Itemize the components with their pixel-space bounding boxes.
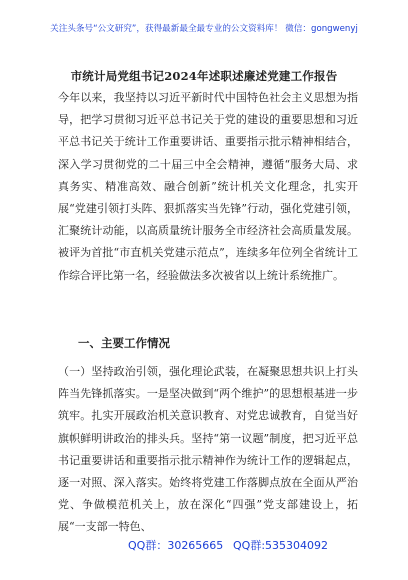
footer-qq-group-left: QQ群：30265665 [128,539,224,552]
section-heading: 一、主要工作情况 [78,336,170,350]
section-paragraph: （一）坚持政治引领，强化理论武装，在凝聚思想共识上打头阵当先锋抓落实。一是坚决做到“两个维护”的思想根基进一步筑牢。扎实开展政治机关意识教育、对党忠诚教育，自觉当好旗帜鲜明讲政治的排头兵。坚持“第一议题”制度，把习近平总书记重要讲话和重要指示批示精神作为统计工作的逻辑起点，逐一对照、深入落实。始终将党建工作落脚点放在全面从严治党、争做模范机关上，放在深化“四强”党支部建设上，拓展“一支部一特色、 [58,365,358,534]
footer-qq-group-right: QQ群:535304092 [233,539,329,552]
document-title: 市统计局党组书记2024年述职述廉述党建工作报告 [70,69,338,83]
intro-paragraph: 今年以来，我坚持以习近平新时代中国特色社会主义思想为指导，把学习贯彻习近平总书记关于党的建设的重要思想和习近平总书记关于统计工作重要讲话、重要指示批示精神相结合，深入学习贯彻党的二十届三中全会精神，遵循“服务大局、求真务实、精准高效、融合创新”统计机关文化理念，扎实开展“党建引领打头阵、狠抓落实当先锋”行动，强化党建引领，汇聚统计动能，以高质量统计服务全市经济社会高质量发展。被评为首批“市直机关党建示范点”，连续多年位列全省统计工作综合评比第一名，经验做法多次被省以上统计系统推广。 [58,91,358,282]
header-banner: 关注头条号“公文研究”，获得最新最全最专业的公文资料库！ 微信：gongwenyj [50,24,358,34]
